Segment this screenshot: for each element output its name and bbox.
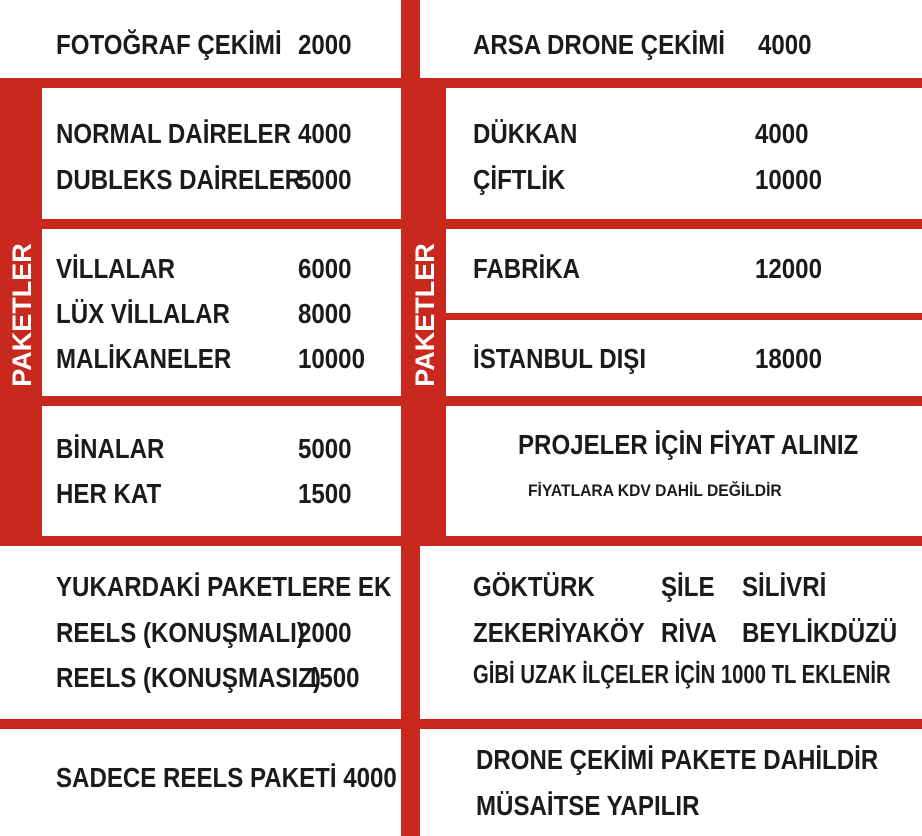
package-item-label: VİLLALAR <box>56 253 176 284</box>
left-packages-label: PAKETLER <box>6 243 37 387</box>
package-item-label: İSTANBUL DIŞI <box>473 343 647 374</box>
extras-item-label: REELS (KONUŞMALI) <box>56 617 305 648</box>
photo-label: FOTOĞRAF ÇEKİMİ <box>56 29 282 60</box>
package-item-label: FABRİKA <box>473 253 581 284</box>
district-name: BEYLİKDÜZÜ <box>742 617 898 648</box>
package-item-label: DUBLEKS DAİRELER <box>56 164 303 195</box>
package-item-label: LÜX VİLLALAR <box>56 298 230 329</box>
package-item-label: DÜKKAN <box>473 118 578 149</box>
land-drone-price: 4000 <box>758 29 812 60</box>
left-group1-cell <box>42 88 401 219</box>
package-item-price: 6000 <box>298 253 352 284</box>
reels-only-text: SADECE REELS PAKETİ 4000 <box>56 762 397 793</box>
package-item-price: 4000 <box>298 118 352 149</box>
package-item-price: 10000 <box>755 164 822 195</box>
package-item-label: HER KAT <box>56 478 162 509</box>
package-item-label: BİNALAR <box>56 433 165 464</box>
extras-title: YUKARDAKİ PAKETLERE EK <box>56 571 392 602</box>
projects-title: PROJELER İÇİN FİYAT ALINIZ <box>518 429 859 460</box>
package-item-price: 4000 <box>755 118 809 149</box>
package-item-price: 5000 <box>298 433 352 464</box>
package-item-price: 18000 <box>755 343 822 374</box>
projects-cell <box>446 406 922 536</box>
package-item-price: 8000 <box>298 298 352 329</box>
package-item-label: ÇİFTLİK <box>473 164 566 195</box>
right-packages-label: PAKETLER <box>409 243 440 387</box>
districts-note: GİBİ UZAK İLÇELER İÇİN 1000 TL EKLENİR <box>473 659 891 689</box>
drone-note-line: DRONE ÇEKİMİ PAKETE DAHİLDİR <box>476 744 879 775</box>
package-item-price: 12000 <box>755 253 822 284</box>
vat-note: FİYATLARA KDV DAHİL DEĞİLDİR <box>528 481 782 500</box>
district-name: RİVA <box>661 617 717 648</box>
district-name: SİLİVRİ <box>742 571 827 602</box>
district-name: ŞİLE <box>661 571 715 602</box>
photo-price: 2000 <box>298 29 352 60</box>
package-item-label: MALİKANELER <box>56 343 232 374</box>
extras-item-price: 2000 <box>298 617 352 648</box>
land-drone-label: ARSA DRONE ÇEKİMİ <box>473 29 725 60</box>
extras-item-price: 1500 <box>306 662 360 693</box>
package-item-label: NORMAL DAİRELER <box>56 118 292 149</box>
left-group3-cell <box>42 406 401 536</box>
package-item-price: 1500 <box>298 478 352 509</box>
package-item-price: 5000 <box>298 164 352 195</box>
package-item-price: 10000 <box>298 343 365 374</box>
drone-note-line: MÜSAİTSE YAPILIR <box>476 790 700 821</box>
right-group1-cell <box>446 88 922 219</box>
district-name: ZEKERİYAKÖY <box>473 617 645 648</box>
extras-item-label: REELS (KONUŞMASIZ) <box>56 662 321 693</box>
district-name: GÖKTÜRK <box>473 571 595 602</box>
